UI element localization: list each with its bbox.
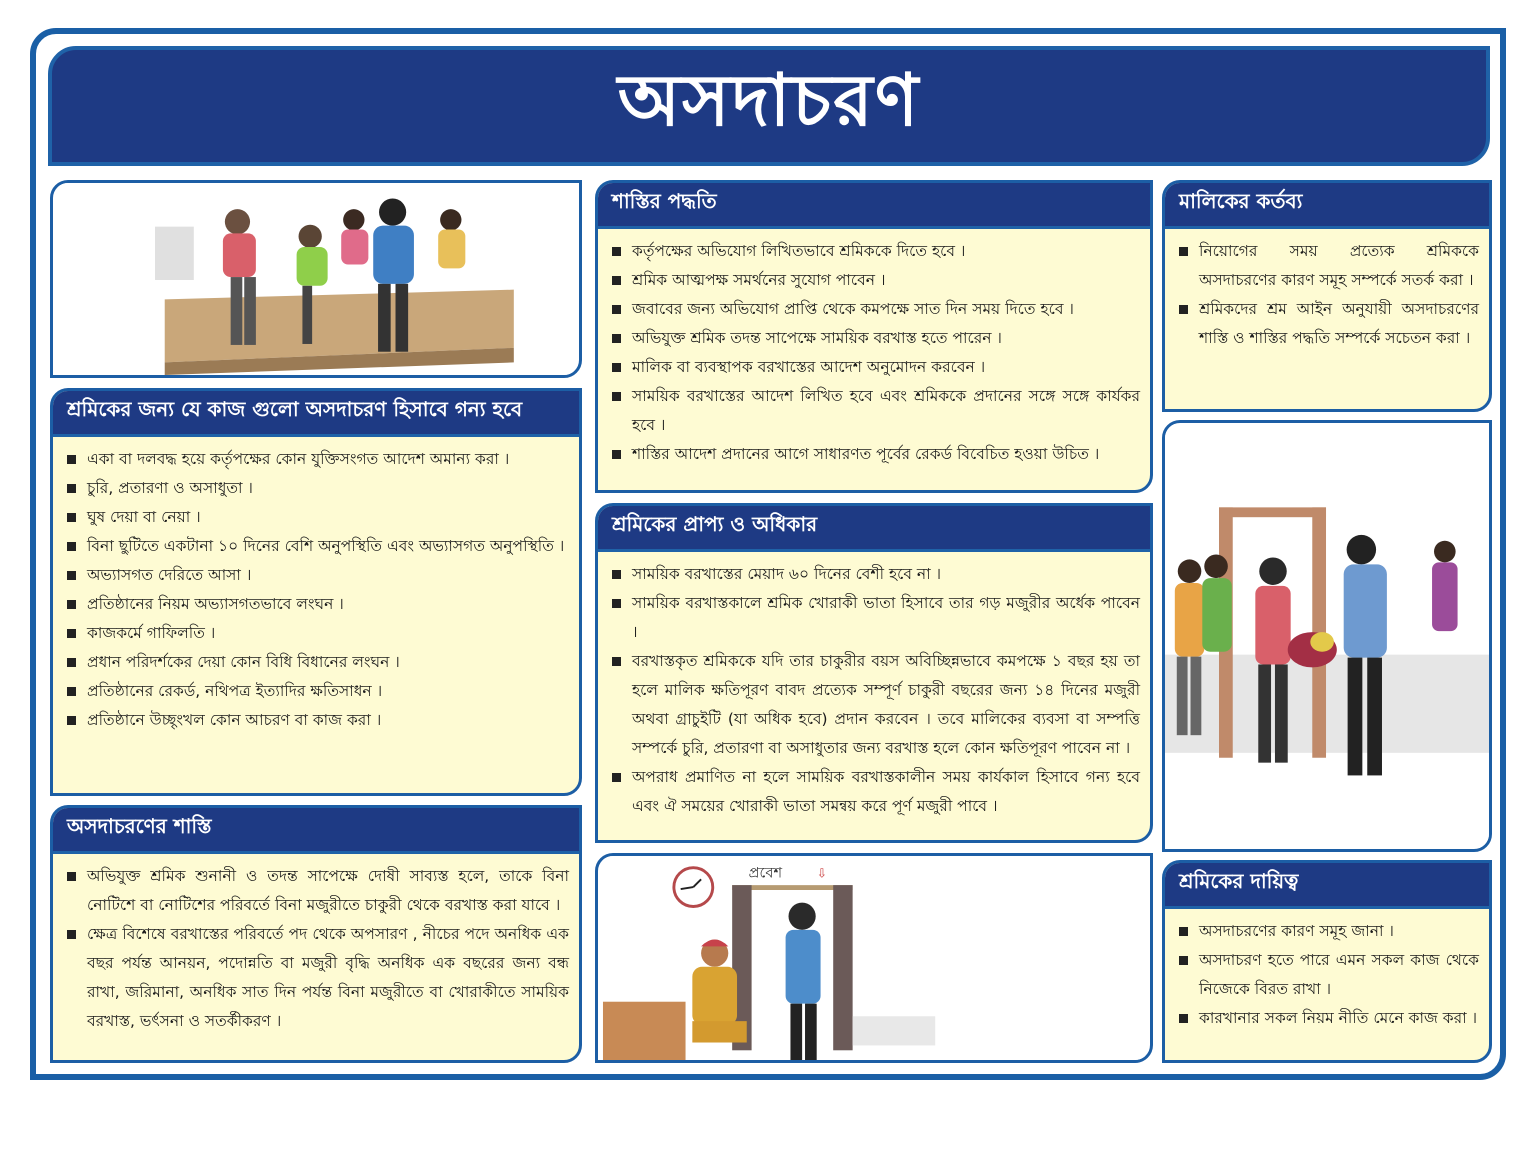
square-bullet-icon	[67, 513, 76, 522]
square-bullet-icon	[612, 450, 621, 459]
misconduct-punishment-heading: অসদাচরণের শাস্তি	[53, 808, 579, 854]
list-item: বরখাস্তকৃত শ্রমিককে যদি তার চাকুরীর বয়স অবিচ্ছিন্নভাবে কমপক্ষে ১ বছর হয় তা হলে মালিক ক্ষতিপূরণ বাবদ প্রত্যেক সম্পূর্ণ চাকুরী বছরের জন্য ১৪ দিনের মজুরী অথবা গ্রাচুইটি (যা অধিক হবে) প্রদান করবেন । তবে মালিকের ব্যবসা বা সম্পত্তি সম্পর্কে চুরি, প্রতারণা বা অসাধুতার জন্য বরখাস্ত হলে কোন ক্ষতিপূরণ পাবেন না ।	[610, 647, 1140, 763]
misconduct-punishment-panel	[50, 805, 582, 1063]
square-bullet-icon	[612, 334, 621, 343]
list-item: বিনা ছুটিতে একটানা ১০ দিনের বেশি অনুপস্থিতি এবং অভ্যাসগত অনুপস্থিতি ।	[65, 532, 569, 561]
punishment-procedure-heading: শাস্তির পদ্ধতি	[598, 183, 1150, 229]
list-item: সাময়িক বরখাস্তের মেয়াদ ৬০ দিনের বেশী হবে না ।	[610, 560, 1140, 589]
square-bullet-icon	[67, 872, 76, 881]
worker-rights-list	[598, 552, 1150, 827]
square-bullet-icon	[67, 600, 76, 609]
square-bullet-icon	[67, 687, 76, 696]
employer-duties-panel	[1162, 180, 1492, 412]
list-item: অভ্যাসগত দেরিতে আসা ।	[65, 561, 569, 590]
list-item: চুরি, প্রতারণা ও অসাধুতা ।	[65, 474, 569, 503]
list-item: কর্তৃপক্ষের অভিযোগ লিখিতভাবে শ্রমিককে দিতে হবে ।	[610, 237, 1140, 266]
square-bullet-icon	[612, 392, 621, 401]
misconduct-acts-panel	[50, 388, 582, 796]
square-bullet-icon	[67, 484, 76, 493]
worker-rights-panel	[595, 503, 1153, 843]
svg-text:⇩: ⇩	[816, 865, 828, 881]
list-item: একা বা দলবদ্ধ হয়ে কর্তৃপক্ষের কোন যুক্তিসংগত আদেশ অমান্য করা ।	[65, 445, 569, 474]
square-bullet-icon	[612, 247, 621, 256]
square-bullet-icon	[612, 570, 621, 579]
list-item: সাময়িক বরখাস্তকালে শ্রমিক খোরাকী ভাতা হিসাবে তার গড় মজুরীর অর্ধেক পাবেন ।	[610, 589, 1140, 647]
square-bullet-icon	[67, 542, 76, 551]
list-item: কাজকর্মে গাফিলতি ।	[65, 619, 569, 648]
square-bullet-icon	[67, 455, 76, 464]
list-item: শাস্তির আদেশ প্রদানের আগে সাধারণত পূর্বের রেকর্ড বিবেচিত হওয়া উচিত ।	[610, 440, 1140, 469]
employer-duties-heading: মালিকের কর্তব্য	[1165, 183, 1489, 229]
bag-inspection-illustration-icon	[1165, 423, 1489, 849]
square-bullet-icon	[1179, 247, 1188, 256]
list-item: অপরাধ প্রমাণিত না হলে সাময়িক বরখাস্তকালীন সময় কার্যকাল হিসাবে গন্য হবে এবং ঐ সময়ের খোরাকী ভাতা সমন্বয় করে পূর্ণ মজুরী পাবে ।	[610, 763, 1140, 821]
square-bullet-icon	[1179, 927, 1188, 936]
list-item: প্রতিষ্ঠানে উচ্ছৃংখল কোন আচরণ বা কাজ করা ।	[65, 706, 569, 735]
square-bullet-icon	[1179, 305, 1188, 314]
list-item: প্রতিষ্ঠানের নিয়ম অভ্যাসগতভাবে লংঘন ।	[65, 590, 569, 619]
list-item: নিয়োগের সময় প্রত্যেক শ্রমিককে অসদাচরণের কারণ সমূহ সম্পর্কে সতর্ক করা ।	[1177, 237, 1479, 295]
illustration-bag-check-panel	[1162, 420, 1492, 852]
list-item: জবাবের জন্য অভিযোগ প্রাপ্তি থেকে কমপক্ষে সাত দিন সময় দিতে হবে ।	[610, 295, 1140, 324]
list-item: ক্ষেত্র বিশেষে বরখাস্তের পরিবর্তে পদ থেকে অপসারণ , নীচের পদে অনধিক এক বছর পর্যন্ত আনয়ন, পদোন্নতি বা মজুরী বৃদ্ধি অনধিক এক বছরের জন্য বন্ধ রাখা, জরিমানা, অনধিক সাত দিন পর্যন্ত বিনা মজুরীতে বা খোরাকীতে সাময়িক বরখাস্ত, ভর্ৎসনা ও সতর্কীকরণ ।	[65, 920, 569, 1036]
square-bullet-icon	[612, 657, 621, 666]
square-bullet-icon	[67, 629, 76, 638]
list-item: শ্রমিকদের শ্রম আইন অনুযায়ী অসদাচরণের শাস্তি ও শাস্তির পদ্ধতি সম্পর্কে সচেতন করা ।	[1177, 295, 1479, 353]
square-bullet-icon	[67, 571, 76, 580]
square-bullet-icon	[612, 305, 621, 314]
square-bullet-icon	[612, 773, 621, 782]
misconduct-punishment-list	[53, 854, 579, 1042]
list-item: অসদাচরণের কারণ সমূহ জানা ।	[1177, 917, 1479, 946]
list-item: মালিক বা ব্যবস্থাপক বরখাস্তের আদেশ অনুমোদন করবেন ।	[610, 353, 1140, 382]
page-title: অসদাচরণ	[617, 58, 921, 142]
square-bullet-icon	[612, 363, 621, 372]
worker-responsibilities-list	[1165, 909, 1489, 1039]
workers-illustration-icon	[53, 183, 579, 375]
misconduct-acts-heading: শ্রমিকের জন্য যে কাজ গুলো অসদাচরণ হিসাবে গন্য হবে	[53, 391, 579, 437]
list-item: প্রধান পরিদর্শকের দেয়া কোন বিধি বিধানের লংঘন ।	[65, 648, 569, 677]
list-item: অভিযুক্ত শ্রমিক তদন্ত সাপেক্ষে সাময়িক বরখাস্ত হতে পারেন ।	[610, 324, 1140, 353]
misconduct-acts-list	[53, 437, 579, 741]
square-bullet-icon	[1179, 956, 1188, 965]
illustration-gate-panel	[595, 853, 1153, 1063]
square-bullet-icon	[612, 599, 621, 608]
guard-entrance-illustration-icon	[598, 856, 1150, 1060]
entrance-sign-label: প্রবেশ	[748, 864, 783, 882]
list-item: শ্রমিক আত্মপক্ষ সমর্থনের সুযোগ পাবেন ।	[610, 266, 1140, 295]
square-bullet-icon	[612, 276, 621, 285]
list-item: কারখানার সকল নিয়ম নীতি মেনে কাজ করা ।	[1177, 1004, 1479, 1033]
list-item: প্রতিষ্ঠানের রেকর্ড, নথিপত্র ইত্যাদির ক্ষতিসাধন ।	[65, 677, 569, 706]
square-bullet-icon	[67, 930, 76, 939]
punishment-procedure-panel	[595, 180, 1153, 493]
punishment-procedure-list	[598, 229, 1150, 475]
square-bullet-icon	[67, 658, 76, 667]
list-item: অভিযুক্ত শ্রমিক শুনানী ও তদন্ত সাপেক্ষে দোষী সাব্যস্ত হলে, তাকে বিনা নোটিশে বা নোটিশের পরিবর্তে বিনা মজুরীতে চাকুরী থেকে বরখাস্ত করা যাবে ।	[65, 862, 569, 920]
list-item: ঘুষ দেয়া বা নেয়া ।	[65, 503, 569, 532]
square-bullet-icon	[1179, 1014, 1188, 1023]
worker-rights-heading: শ্রমিকের প্রাপ্য ও অধিকার	[598, 506, 1150, 552]
list-item: অসদাচরণ হতে পারে এমন সকল কাজ থেকে নিজেকে বিরত রাখা ।	[1177, 946, 1479, 1004]
title-banner	[48, 46, 1490, 166]
worker-responsibilities-heading: শ্রমিকের দায়িত্ব	[1165, 863, 1489, 909]
illustration-workers-panel	[50, 180, 582, 378]
list-item: সাময়িক বরখাস্তের আদেশ লিখিত হবে এবং শ্রমিককে প্রদানের সঙ্গে সঙ্গে কার্যকর হবে ।	[610, 382, 1140, 440]
square-bullet-icon	[67, 716, 76, 725]
worker-responsibilities-panel	[1162, 860, 1492, 1063]
employer-duties-list	[1165, 229, 1489, 359]
